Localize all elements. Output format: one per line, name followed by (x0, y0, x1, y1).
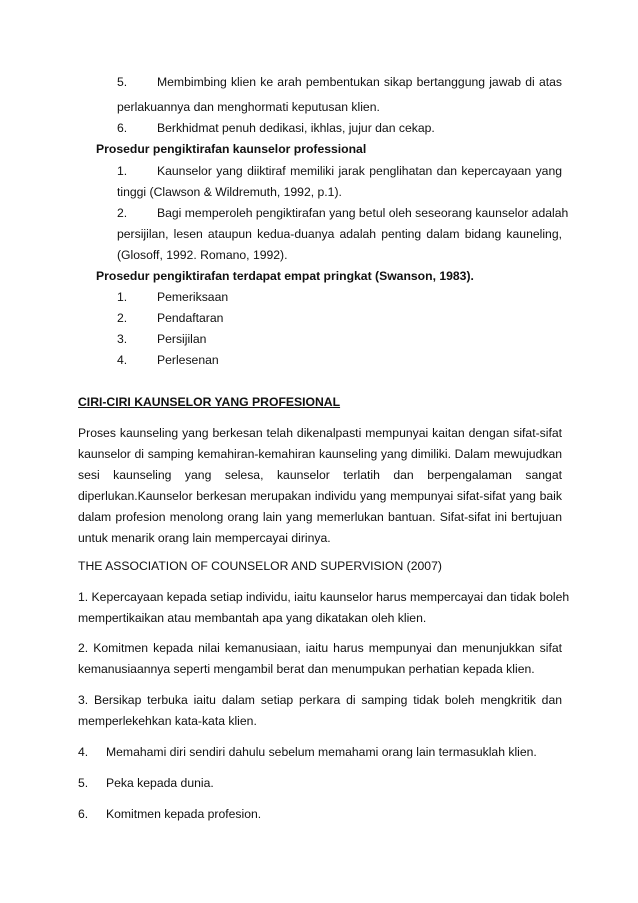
section-heading: Prosedur pengiktirafan kaunselor professional (96, 142, 367, 156)
list-item-text: Komitmen kepada profesion. (106, 807, 262, 821)
list-item-text: Pendaftaran (157, 311, 224, 325)
list-item-text: Perlesenan (157, 353, 219, 367)
list-number: 5. (117, 75, 128, 89)
list-number: 3. (117, 332, 128, 346)
section-heading: Prosedur pengiktirafan terdapat empat pringkat (Swanson, 1983). (96, 269, 474, 283)
list-number: 6. (78, 807, 89, 821)
list-number: 5. (78, 776, 89, 790)
list-item-text: (Glosoff, 1992. Romano, 1992). (117, 248, 288, 262)
paragraph-line: diperlukan.Kaunselor berkesan merupakan individu yang mempunyai sifat-sifat yang baik (78, 489, 562, 503)
paragraph-line: kaunselor di samping kemahiran-kemahiran kaunseling yang dimiliki. Dalam mewujudkan (78, 447, 562, 461)
list-item-text: kemanusiaannya seperti mengambil berat dan menumpukan perhatian kepada klien. (78, 662, 535, 676)
list-number: 4. (78, 745, 89, 759)
list-item-text: Memahami diri sendiri dahulu sebelum memahami orang lain termasuklah klien. (106, 745, 537, 759)
list-item-text: Persijilan (157, 332, 207, 346)
section-heading: THE ASSOCIATION OF COUNSELOR AND SUPERVISION (2007) (78, 559, 442, 573)
list-item-text: 1. Kepercayaan kepada setiap individu, iaitu kaunselor harus mempercayai dan tidak boleh (78, 590, 570, 604)
list-item-text: tinggi (Clawson & Wildremuth, 1992, p.1). (117, 185, 342, 199)
list-number: 2. (117, 311, 128, 325)
list-item-text: Pemeriksaan (157, 290, 229, 304)
list-number: 2. (117, 206, 128, 220)
list-item-text: persijilan, lesen ataupun kedua-duanya adalah penting dalam bidang kauneling, (117, 227, 562, 241)
list-item-text: perlakuannya dan menghormati keputusan klien. (117, 100, 380, 114)
list-item-text: 3. Bersikap terbuka iaitu dalam setiap perkara di samping tidak boleh mengkritik dan (78, 693, 562, 707)
list-number: 6. (117, 121, 128, 135)
list-item-text: Bagi memperoleh pengiktirafan yang betul oleh seseorang kaunselor adalah (157, 206, 569, 220)
list-number: 4. (117, 353, 128, 367)
list-item-text: Peka kepada dunia. (106, 776, 214, 790)
chapter-heading: CIRI-CIRI KAUNSELOR YANG PROFESIONAL (78, 395, 341, 409)
paragraph-line: untuk menarik orang lain mempercayai dirinya. (78, 531, 331, 545)
list-item-text: 2. Komitmen kepada nilai kemanusiaan, iaitu harus mempunyai dan menunjukkan sifat (78, 641, 562, 655)
paragraph-line: Proses kaunseling yang berkesan telah dikenalpasti mempunyai kaitan dengan sifat-sifat (78, 426, 562, 440)
list-item-text: mempertikaikan atau membantah apa yang dikatakan oleh klien. (78, 611, 427, 625)
list-item-text: Membimbing klien ke arah pembentukan sikap bertanggung jawab di atas (157, 75, 562, 89)
list-number: 1. (117, 164, 128, 178)
list-item-text: Kaunselor yang diiktiraf memiliki jarak penglihatan dan kepercayaan yang (157, 164, 562, 178)
paragraph-line: sesi kaunseling yang selesa, kaunselor terlatih dan berpengalaman sangat (78, 468, 562, 482)
list-item-text: memperlekehkan kata-kata klien. (78, 714, 257, 728)
list-item-text: Berkhidmat penuh dedikasi, ikhlas, jujur dan cekap. (157, 121, 435, 135)
paragraph-line: dalam profesion menolong orang lain yang memerlukan bantuan. Sifat-sifat ini bertujuan (78, 510, 562, 524)
list-number: 1. (117, 290, 128, 304)
